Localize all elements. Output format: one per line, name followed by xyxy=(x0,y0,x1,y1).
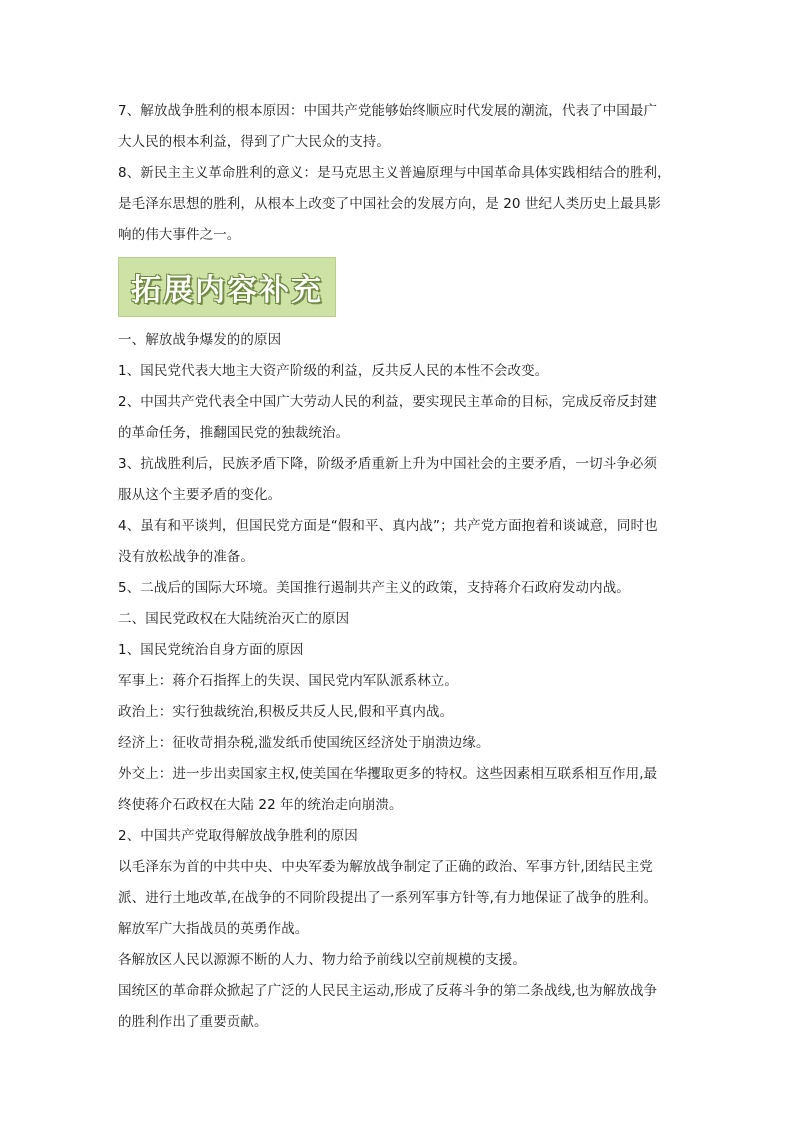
text-line: 的胜利作出了重要贡献。 xyxy=(118,1014,268,1030)
text-line: 解放军广大指战员的英勇作战。 xyxy=(118,921,309,937)
text-line: 2、中国共产党代表全中国广大劳动人民的利益，要实现民主革命的目标，完成反帝反封建 xyxy=(118,394,658,410)
text-line: 服从这个主要矛盾的变化。 xyxy=(118,487,282,503)
text-line: 军事上：蒋介石指挥上的失误、国民党内军队派系林立。 xyxy=(118,673,458,689)
text-line: 各解放区人民以源源不断的人力、物力给予前线以空前规模的支援。 xyxy=(118,952,526,968)
section-extension xyxy=(118,325,678,1038)
text-line: 二、国民党政权在大陆统治灭亡的原因 xyxy=(118,611,350,627)
extension-banner xyxy=(118,257,336,317)
text-line: 派、进行土地改革,在战争的不同阶段提出了一系列军事方针等,有力地保证了战争的胜利。 xyxy=(118,890,658,906)
text-line: 国统区的革命群众掀起了广泛的人民民主运动,形成了反蒋斗争的第二条战线,也为解放战争 xyxy=(118,983,658,999)
text-line: 8、新民主主义革命胜利的意义：是马克思主义普遍原理与中国革命具体实践相结合的胜利， xyxy=(118,165,671,181)
text-line: 一、解放战争爆发的的原因 xyxy=(118,332,282,348)
text-line: 2、中国共产党取得解放战争胜利的原因 xyxy=(118,828,358,844)
text-line: 1、国民党统治自身方面的原因 xyxy=(118,642,304,658)
text-line: 经济上：征收苛捐杂税,滥发纸币使国统区经济处于崩溃边缘。 xyxy=(118,735,490,751)
text-line: 的革命任务，推翻国民党的独裁统治。 xyxy=(118,425,350,441)
text-line: 响的伟大事件之一。 xyxy=(118,227,241,243)
banner-title: 拓展内容补充 xyxy=(131,273,323,308)
text-line: 是毛泽东思想的胜利，从根本上改变了中国社会的发展方向，是 20 世纪人类历史上最具影 xyxy=(118,196,661,212)
text-line: 1、国民党代表大地主大资产阶级的利益，反共反人民的本性不会改变。 xyxy=(118,363,549,379)
text-line: 4、虽有和平谈判，但国民党方面是“假和平、真内战”；共产党方面抱着和谈诚意，同时也 xyxy=(118,518,658,534)
text-line: 7、解放战争胜利的根本原因：中国共产党能够始终顺应时代发展的潮流，代表了中国最广 xyxy=(118,103,658,119)
text-line: 大人民的根本利益，得到了广大民众的支持。 xyxy=(118,134,390,150)
text-line: 外交上：进一步出卖国家主权,使美国在华攫取更多的特权。这些因素相互联系相互作用,最 xyxy=(118,766,658,782)
section-conclusions xyxy=(118,96,678,251)
text-line: 5、二战后的国际大环境。美国推行遏制共产主义的政策，支持蒋介石政府发动内战。 xyxy=(118,580,630,596)
banner-wrapper xyxy=(118,257,678,323)
text-line: 终使蒋介石政权在大陆 22 年的统治走向崩溃。 xyxy=(118,797,403,813)
text-line: 以毛泽东为首的中共中央、中央军委为解放战争制定了正确的政治、军事方针,团结民主党 xyxy=(118,859,653,875)
text-line: 政治上：实行独裁统治,积极反共反人民,假和平真内战。 xyxy=(118,704,454,720)
document-page xyxy=(118,96,678,1038)
text-line: 3、抗战胜利后，民族矛盾下降，阶级矛盾重新上升为中国社会的主要矛盾，一切斗争必须 xyxy=(118,456,658,472)
text-line: 没有放松战争的准备。 xyxy=(118,549,254,565)
